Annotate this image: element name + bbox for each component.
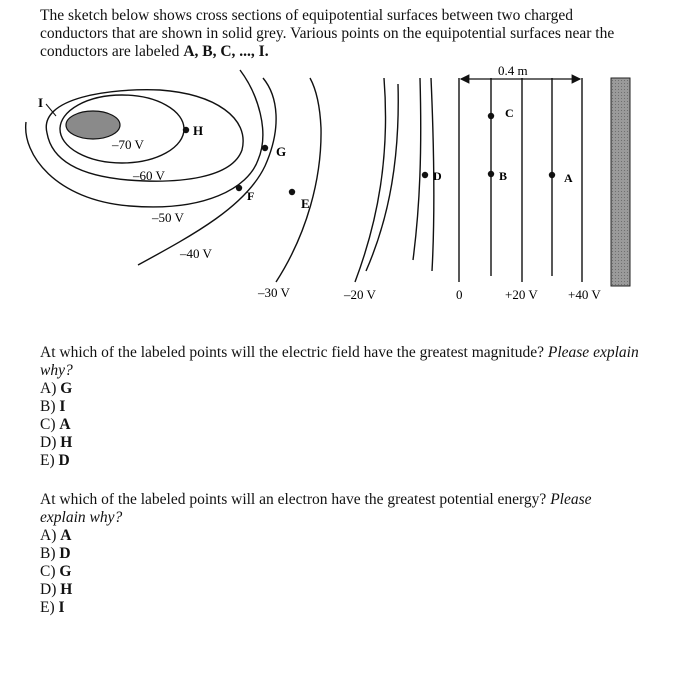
question-1-choices: [40, 380, 670, 470]
label-zero: 0: [456, 287, 463, 302]
label-minus70: –70 V: [112, 137, 144, 152]
equipotential-figure: [0, 56, 682, 306]
choice-value: I: [59, 398, 66, 415]
point-h-label: H: [193, 123, 204, 138]
choice-letter: E): [40, 452, 55, 469]
choice-value: G: [59, 563, 72, 580]
point-a-label: A: [564, 171, 573, 185]
label-plus20: +20 V: [505, 287, 538, 302]
question-2-choices: [40, 527, 670, 617]
choice-item[interactable]: [40, 434, 670, 452]
label-minus20: –20 V: [344, 287, 376, 302]
equipotential-diagram: [0, 56, 682, 306]
choice-letter: B): [40, 545, 56, 562]
choice-letter: D): [40, 581, 57, 598]
point-g: [262, 144, 286, 159]
scale-label: 0.4 m: [498, 63, 528, 78]
question-2-text: [40, 491, 670, 527]
question-2: [40, 491, 670, 617]
label-minus30: –30 V: [258, 285, 290, 300]
choice-letter: A): [40, 380, 57, 397]
label-minus40: –40 V: [180, 246, 212, 261]
choice-item[interactable]: [40, 545, 670, 563]
equipotential-minus50: [26, 70, 263, 207]
choice-value: D: [58, 452, 70, 469]
equipotential-minus30: [276, 78, 321, 282]
choice-value: H: [60, 581, 73, 598]
question-1: [40, 344, 670, 470]
choice-letter: B): [40, 398, 56, 415]
point-b-label: B: [499, 169, 508, 183]
equipotential-minus20: [355, 78, 386, 282]
choice-value: A: [59, 416, 71, 433]
choice-value: D: [59, 545, 71, 562]
choice-letter: E): [40, 599, 55, 616]
choice-item[interactable]: [40, 452, 670, 470]
intro-paragraph: [40, 7, 660, 61]
choice-item[interactable]: [40, 599, 670, 617]
point-f-label: F: [247, 189, 255, 203]
point-h: [183, 123, 203, 138]
point-c-label: C: [505, 106, 514, 120]
label-plus40: +40 V: [568, 287, 601, 302]
choice-item[interactable]: [40, 398, 670, 416]
point-e: [289, 189, 310, 211]
left-conductor: [66, 111, 120, 139]
intro-line-2: conductors that are shown in solid grey. Various points on the equipotential surfaces near the: [40, 25, 615, 42]
label-minus60: –60 V: [133, 168, 165, 183]
label-minus50: –50 V: [152, 210, 184, 225]
question-1-prompt: At which of the labeled points will the electric field have the greatest magnitude?: [40, 344, 548, 361]
question-1-text: [40, 344, 670, 380]
point-d-label: D: [433, 169, 442, 183]
right-conductor: [611, 78, 630, 286]
choice-item[interactable]: [40, 563, 670, 581]
intro-point-labels: A, B, C, ..., I.: [183, 43, 269, 60]
question-2-prompt: At which of the labeled points will an electron have the greatest potential energy?: [40, 491, 551, 508]
question-2-instruction-2: explain why?: [40, 509, 123, 526]
choice-item[interactable]: [40, 527, 670, 545]
question-2-instruction: Please: [550, 491, 592, 508]
intro-line-3-prefix: conductors are labeled: [40, 43, 184, 60]
choice-letter: A): [40, 527, 57, 544]
point-d: [422, 169, 442, 183]
choice-item[interactable]: [40, 380, 670, 398]
choice-value: A: [60, 527, 72, 544]
choice-letter: C): [40, 416, 56, 433]
choice-item[interactable]: [40, 581, 670, 599]
equipotential-intermediate-2: [413, 78, 421, 260]
choice-value: H: [60, 434, 73, 451]
point-i-label: I: [38, 95, 44, 110]
point-i: [38, 95, 56, 116]
intro-line-1: The sketch below shows cross sections of equipotential surfaces between two charged: [40, 7, 574, 24]
choice-value: G: [60, 380, 73, 397]
choice-letter: C): [40, 563, 56, 580]
point-e-label: E: [301, 196, 310, 211]
choice-letter: D): [40, 434, 57, 451]
point-g-label: G: [276, 144, 287, 159]
choice-value: I: [58, 599, 65, 616]
question-1-instruction: Please explain: [547, 344, 639, 361]
question-1-instruction-2: why?: [40, 362, 73, 379]
choice-item[interactable]: [40, 416, 670, 434]
